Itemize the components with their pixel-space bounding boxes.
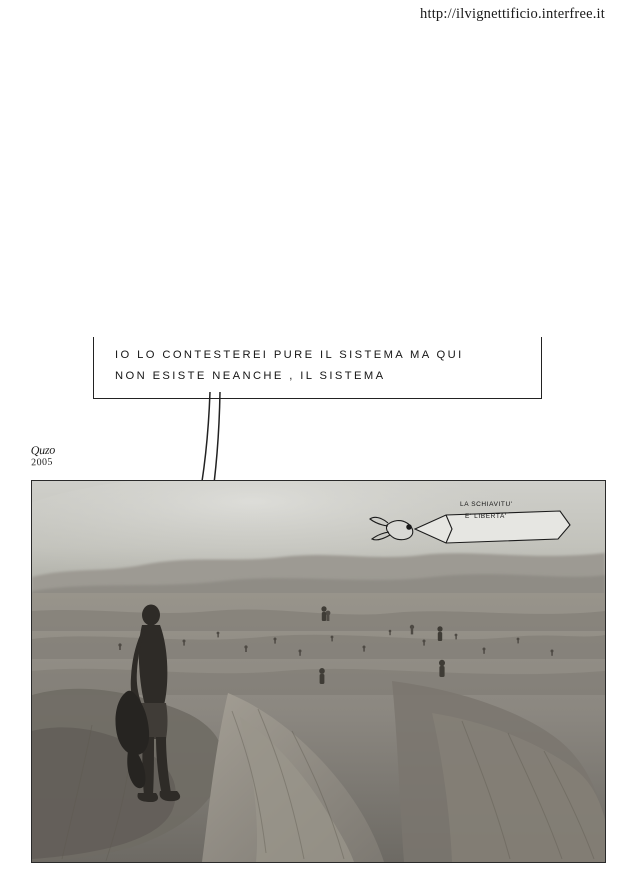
signature-year: 2005 — [31, 457, 54, 469]
speech-balloon — [93, 337, 542, 399]
speech-balloon-line-2: NON ESISTE NEANCHE , IL SISTEMA — [115, 370, 386, 382]
speech-balloon-line-1: IO LO CONTESTEREI PURE IL SISTEMA MA QUI — [115, 349, 464, 361]
signature-name: Quzo — [30, 442, 56, 458]
photograph-image — [32, 481, 605, 862]
photograph — [31, 480, 606, 863]
source-url-text: http://ilvignettificio.interfree.it — [420, 6, 605, 22]
artist-signature — [31, 444, 56, 469]
banner-line-2: E' LIBERTA' — [465, 513, 507, 520]
speech-balloon-box — [93, 337, 542, 399]
banner-line-1: LA SCHIAVITU' — [460, 501, 513, 508]
